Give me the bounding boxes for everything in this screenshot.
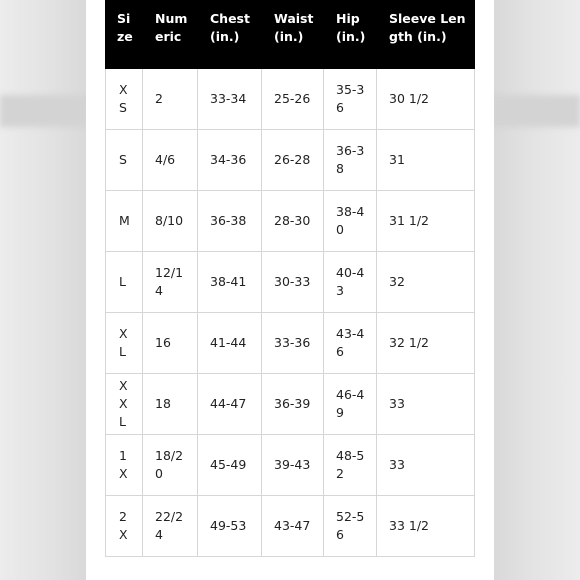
cell-waist: 25-26 <box>262 69 324 130</box>
table-header <box>106 1 475 69</box>
cell-size: 2X <box>106 496 143 557</box>
cell-chest: 33-34 <box>198 69 262 130</box>
cell-sleeve-length: 33 <box>377 374 475 435</box>
cell-sleeve-length: 31 1/2 <box>377 191 475 252</box>
cell-chest: 44-47 <box>198 374 262 435</box>
cell-waist: 30-33 <box>262 252 324 313</box>
cell-hip: 40-43 <box>324 252 377 313</box>
cell-hip: 46-49 <box>324 374 377 435</box>
cell-size: S <box>106 130 143 191</box>
header-numeric: Numeric <box>143 1 198 69</box>
table-body <box>106 69 475 557</box>
blurred-band-left <box>0 95 90 127</box>
cell-chest: 36-38 <box>198 191 262 252</box>
table-row <box>106 69 475 130</box>
cell-waist: 36-39 <box>262 374 324 435</box>
cell-hip: 36-38 <box>324 130 377 191</box>
blurred-right-edge <box>494 0 580 580</box>
cell-waist: 43-47 <box>262 496 324 557</box>
cell-chest: 34-36 <box>198 130 262 191</box>
cell-size: 1X <box>106 435 143 496</box>
table-row <box>106 374 475 435</box>
cell-chest: 38-41 <box>198 252 262 313</box>
cell-size: XXL <box>106 374 143 435</box>
cell-sleeve-length: 33 <box>377 435 475 496</box>
header-chest: Chest (in.) <box>198 1 262 69</box>
cell-sleeve-length: 32 <box>377 252 475 313</box>
table-row <box>106 130 475 191</box>
cell-size: XS <box>106 69 143 130</box>
header-hip: Hip (in.) <box>324 1 377 69</box>
cell-numeric: 22/24 <box>143 496 198 557</box>
cell-hip: 43-46 <box>324 313 377 374</box>
cell-numeric: 16 <box>143 313 198 374</box>
cell-waist: 26-28 <box>262 130 324 191</box>
cell-sleeve-length: 32 1/2 <box>377 313 475 374</box>
header-waist: Waist (in.) <box>262 1 324 69</box>
cell-hip: 35-36 <box>324 69 377 130</box>
cell-sleeve-length: 31 <box>377 130 475 191</box>
header-size: Size <box>106 1 143 69</box>
cell-chest: 49-53 <box>198 496 262 557</box>
blurred-band-right <box>490 95 580 127</box>
cell-numeric: 12/14 <box>143 252 198 313</box>
cell-size: L <box>106 252 143 313</box>
cell-chest: 45-49 <box>198 435 262 496</box>
table-row <box>106 435 475 496</box>
cell-hip: 48-52 <box>324 435 377 496</box>
cell-numeric: 2 <box>143 69 198 130</box>
table-row <box>106 252 475 313</box>
header-row <box>106 1 475 69</box>
cell-size: M <box>106 191 143 252</box>
cell-waist: 39-43 <box>262 435 324 496</box>
cell-numeric: 18/20 <box>143 435 198 496</box>
cell-hip: 52-56 <box>324 496 377 557</box>
table-row <box>106 313 475 374</box>
cell-numeric: 4/6 <box>143 130 198 191</box>
cell-waist: 28-30 <box>262 191 324 252</box>
cell-sleeve-length: 33 1/2 <box>377 496 475 557</box>
cell-waist: 33-36 <box>262 313 324 374</box>
table-row <box>106 496 475 557</box>
cell-sleeve-length: 30 1/2 <box>377 69 475 130</box>
cell-size: XL <box>106 313 143 374</box>
blurred-left-edge <box>0 0 86 580</box>
size-chart-table <box>105 0 475 557</box>
cell-numeric: 8/10 <box>143 191 198 252</box>
cell-chest: 41-44 <box>198 313 262 374</box>
cell-numeric: 18 <box>143 374 198 435</box>
table-row <box>106 191 475 252</box>
header-sleeve-length: Sleeve Length (in.) <box>377 1 475 69</box>
cell-hip: 38-40 <box>324 191 377 252</box>
